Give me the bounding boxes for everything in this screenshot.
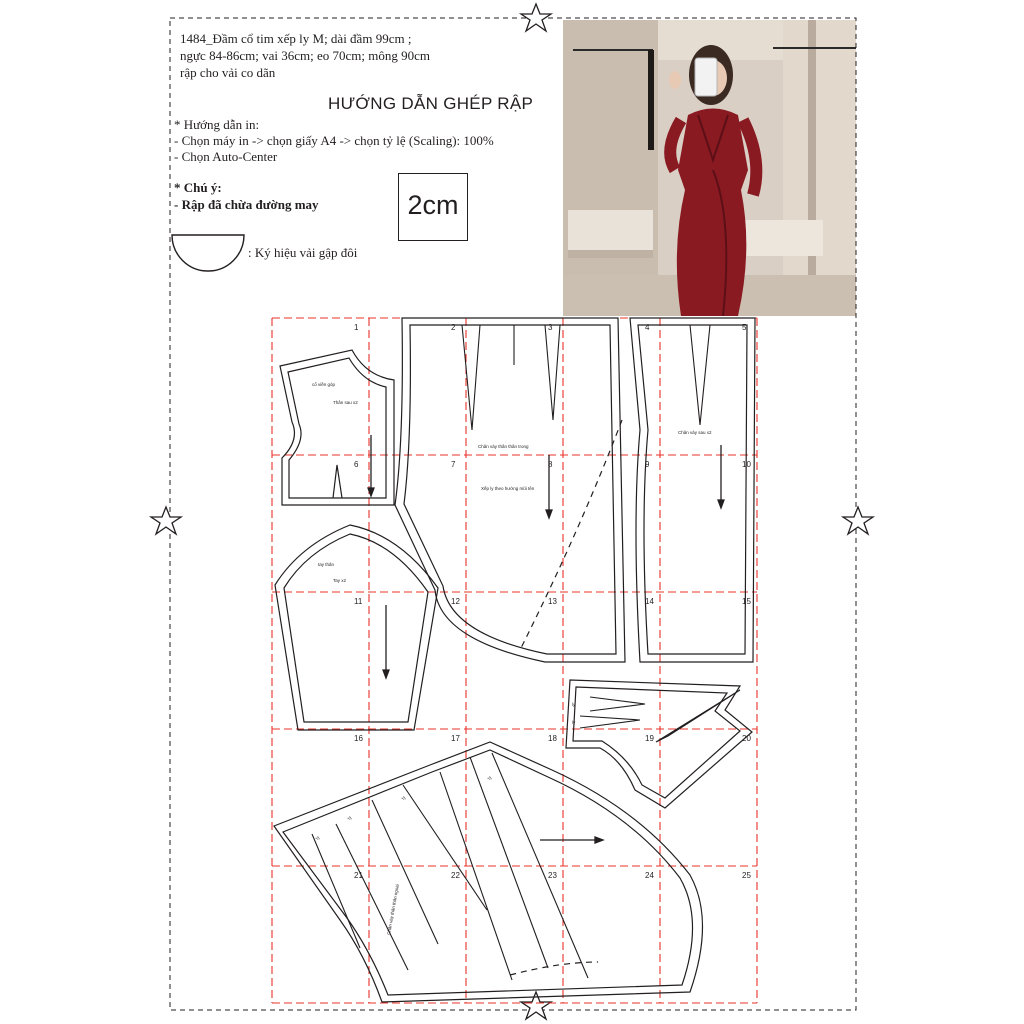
page-grid — [272, 318, 757, 1003]
page-number-17: 17 — [451, 734, 460, 743]
back-bodice-label: cổ viền góp — [312, 382, 336, 387]
wrap-panel-label: Chân váy thân thân ngoài — [386, 883, 400, 936]
page-number-15: 15 — [742, 597, 751, 606]
note-heading: * Chú ý: — [174, 180, 222, 195]
collar-pleat-label-2: ly — [572, 720, 576, 725]
registration-star-icon — [843, 507, 873, 534]
wrap-pleat-label-2: ly — [346, 815, 353, 821]
page-number-9: 9 — [645, 460, 650, 469]
page-number-6: 6 — [354, 460, 359, 469]
print-instruction-step-2: - Chọn Auto-Center — [174, 149, 278, 164]
skirt-back-label: Chân váy sau x2 — [678, 430, 712, 435]
page-number-20: 20 — [742, 734, 751, 743]
skirt-pleat-note: Xếp ly theo hướng mũi tên — [481, 486, 535, 491]
page-number-16: 16 — [354, 734, 363, 743]
page-number-14: 14 — [645, 597, 654, 606]
page-number-8: 8 — [548, 460, 553, 469]
page-number-24: 24 — [645, 871, 654, 880]
pattern-measurements: ngực 84-86cm; vai 36cm; eo 70cm; mông 90cm — [180, 48, 431, 63]
pattern-title: 1484_Đầm cổ tim xếp ly M; dài đầm 99cm ; — [180, 31, 412, 46]
wrap-pleat-label-4: ly — [486, 775, 493, 781]
sleeve-label: tay thân — [318, 562, 335, 567]
wrap-panel-piece — [274, 742, 703, 1002]
page-number-7: 7 — [451, 460, 456, 469]
page-number-10: 10 — [742, 460, 751, 469]
page-number-23: 23 — [548, 871, 557, 880]
print-boundary — [170, 18, 856, 1010]
page-number-2: 2 — [451, 323, 456, 332]
fold-symbol-label: : Ký hiệu vải gập đôi — [248, 245, 358, 260]
page-number-18: 18 — [548, 734, 557, 743]
page-number-12: 12 — [451, 597, 460, 606]
collar-pleat-label-1: ly — [572, 702, 576, 707]
wrap-pleat-label-1: ly — [314, 835, 321, 841]
dart-lines — [312, 325, 740, 980]
back-bodice-cut-label: Thân sau x2 — [333, 400, 358, 405]
registration-star-icon — [521, 4, 551, 31]
page-number-21: 21 — [354, 871, 363, 880]
page-number-4: 4 — [645, 323, 650, 332]
page-number-5: 5 — [742, 323, 747, 332]
page-number-25: 25 — [742, 871, 751, 880]
sleeve-cut-label: Tay x2 — [333, 578, 347, 583]
pattern-fabric-note: rập cho vải co dãn — [180, 65, 276, 80]
page-number-11: 11 — [354, 597, 363, 606]
page-number-layer — [354, 323, 751, 880]
registration-star-icon — [521, 992, 551, 1019]
page-number-1: 1 — [354, 323, 359, 332]
note-text: - Rập đã chừa đường may — [174, 197, 319, 212]
skirt-front-label: Chân váy thân thân trong — [478, 444, 529, 449]
skirt-back-piece — [630, 318, 755, 662]
print-instruction-step-1: - Chọn máy in -> chọn giấy A4 -> chọn tỷ lệ (Scaling): 100% — [174, 133, 494, 148]
sleeve-piece — [275, 525, 438, 730]
back-bodice-piece — [280, 350, 394, 505]
page-number-22: 22 — [451, 871, 460, 880]
page-number-19: 19 — [645, 734, 654, 743]
scale-check-box: 2cm — [398, 173, 468, 241]
registration-star-icon — [151, 507, 181, 534]
grain-arrow-icons — [368, 435, 724, 843]
page-number-13: 13 — [548, 597, 557, 606]
page-number-3: 3 — [548, 323, 553, 332]
print-instructions-heading: * Hướng dẫn in: — [174, 117, 260, 132]
wrap-pleat-label-3: ly — [400, 795, 407, 801]
guide-title: HƯỚNG DẪN GHÉP RẬP — [328, 94, 534, 113]
